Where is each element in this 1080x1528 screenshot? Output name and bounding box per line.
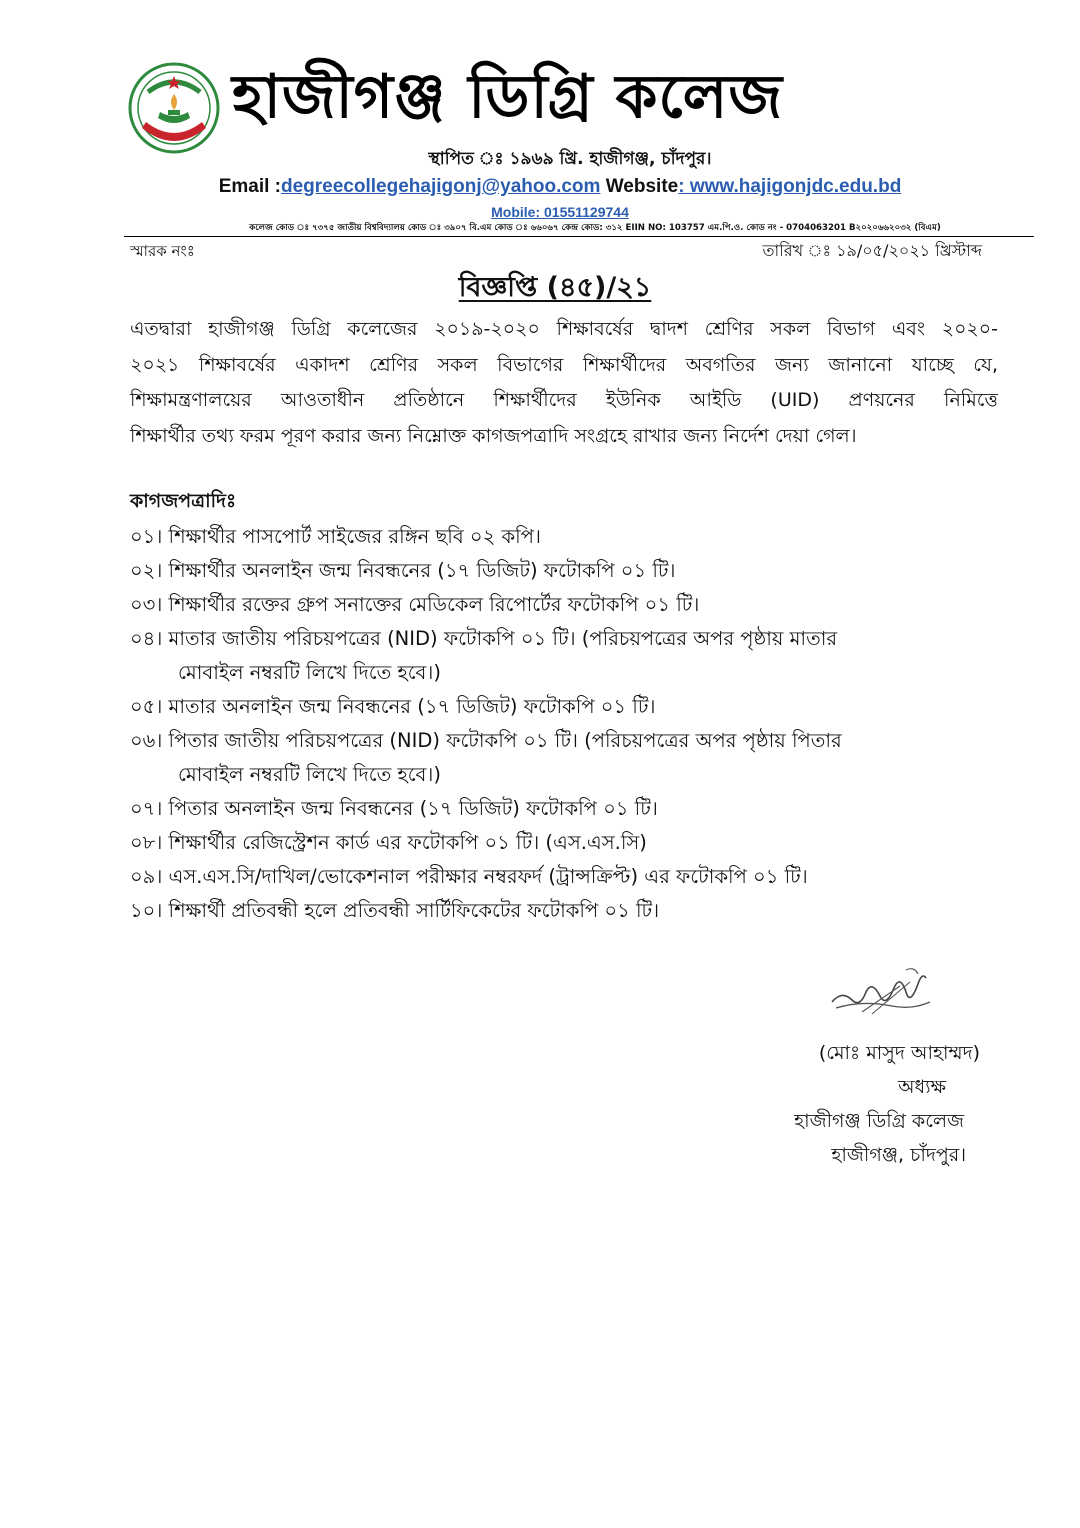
signatory-designation: অধ্যক্ষ <box>897 1076 946 1098</box>
paragraph-line: এতদ্বারা হাজীগঞ্জ ডিগ্রি কলেজের ২০১৯-২০২০ শিক্ষাবর্ষের দ্বাদশ শ্রেণির সকল বিভাগ এবং ২০২০- <box>130 318 998 340</box>
mobile-line <box>0 202 1080 222</box>
list-item <box>130 520 1010 554</box>
list-item-text: ০৪। মাতার জাতীয় পরিচয়পত্রের (NID) ফটোকপি ০১ টি। (পরিচয়পত্রের অপর পৃষ্ঠায় মাতার <box>130 627 838 650</box>
mobile-number: Mobile: 01551129744 <box>491 204 629 220</box>
college-name: হাজীগঞ্জ ডিগ্রি কলেজ <box>232 62 784 132</box>
list-item <box>130 690 1010 724</box>
list-item <box>130 860 1010 894</box>
email-link[interactable]: degreecollegehajigonj@yahoo.com <box>281 176 601 197</box>
notice-date: তারিখ ঃ ১৯/০৫/২০২১ খ্রিস্টাব্দ <box>762 241 982 260</box>
list-item-text: ০২। শিক্ষার্থীর অনলাইন জন্ম নিবন্ধনের (১৭ ডিজিট) ফটোকপি ০১ টি। <box>130 559 676 582</box>
memo-number: স্মারক নংঃ <box>130 242 195 260</box>
list-item <box>130 894 1010 928</box>
list-item <box>130 554 1010 588</box>
college-logo-seal <box>128 62 220 154</box>
institution-codes: কলেজ কোড ঃ ৭৩৭৫ জাতীয় বিশ্ববিদ্যালয় কোড ঃ ৩৯০৭ বি.এম কোড ঃ ৬৬০৬৭ কেন্দ্র কোড: ৩১২ EIIN NO: 103757 এম.পি.ও. কোড নং - 0704063201 B২০২০৬৬২০৩২ (বিএম) <box>249 223 941 233</box>
website-link[interactable]: : www.hajigonjdc.edu.bd <box>678 176 902 197</box>
signatory-college: হাজীগঞ্জ ডিগ্রি কলেজ <box>794 1110 964 1132</box>
documents-heading: কাগজপত্রাদিঃ <box>130 490 237 512</box>
paragraph-line: ২০২১ শিক্ষাবর্ষের একাদশ শ্রেণির সকল বিভাগের শিক্ষার্থীদের অবগতির জন্য জানানো যাচ্ছে যে, <box>130 353 998 376</box>
list-item <box>130 826 1010 860</box>
notice-title <box>0 266 1080 310</box>
paragraph-line: শিক্ষার্থীর তথ্য ফরম পূরণ করার জন্য নিম্নোক্ত কাগজপত্রাদি সংগ্রহে রাখার জন্য নির্দেশ দেয়া গেল। <box>130 424 857 447</box>
list-item-text: ০৭। পিতার অনলাইন জন্ম নিবন্ধনের (১৭ ডিজিট) ফটোকপি ০১ টি। <box>130 797 658 820</box>
list-item-continuation: মোবাইল নম্বরটি লিখে দিতে হবে।) <box>178 661 441 684</box>
notice-title-text: বিজ্ঞপ্তি (৪৫)/২১ <box>458 272 652 303</box>
signatory-place: হাজীগঞ্জ, চাঁদপুর। <box>831 1144 966 1166</box>
list-item <box>130 622 1010 690</box>
notice-paragraph <box>130 312 998 454</box>
established-line: স্থাপিত ঃ ১৯৬৯ খ্রি. হাজীগঞ্জ, চাঁদপুর। <box>428 149 712 169</box>
list-item-text: ০১। শিক্ষার্থীর পাসপোর্ট সাইজের রঙ্গিন ছবি ০২ কপি। <box>130 525 541 548</box>
paragraph-line: শিক্ষামন্ত্রণালয়ের আওতাধীন প্রতিষ্ঠানে শিক্ষার্থীদের ইউনিক আইডি (UID) প্রণয়নের নিমিত্তে <box>130 389 998 412</box>
list-item-text: ০৮। শিক্ষার্থীর রেজিস্ট্রেশন কার্ড এর ফটোকপি ০১ টি। (এস.এস.সি) <box>130 831 647 854</box>
list-item-text: ০৫। মাতার অনলাইন জন্ম নিবন্ধনের (১৭ ডিজিট) ফটোকপি ০১ টি। <box>130 695 656 718</box>
list-item-text: ১০। শিক্ষার্থী প্রতিবন্ধী হলে প্রতিবন্ধী সার্টিফিকেটের ফটোকপি ০১ টি। <box>130 899 660 922</box>
signatory-name: (মোঃ মাসুদ আহাম্মদ) <box>818 1042 980 1064</box>
list-item <box>130 588 1010 622</box>
list-item-text: ০৩। শিক্ষার্থীর রক্তের গ্রুপ সনাক্তের মেডিকেল রিপোর্টের ফটোকপি ০১ টি। <box>130 593 700 616</box>
list-item-text: ০৯। এস.এস.সি/দাখিল/ভোকেশনাল পরীক্ষার নম্বরফর্দ (ট্রান্সক্রিপ্ট) এর ফটোকপি ০১ টি। <box>130 865 808 888</box>
documents-list <box>130 520 1010 928</box>
principal-signature <box>822 962 934 1026</box>
contact-line <box>0 173 1080 201</box>
email-label: Email : <box>218 176 281 197</box>
list-item-text: ০৬। পিতার জাতীয় পরিচয়পত্রের (NID) ফটোকপি ০১ টি। (পরিচয়পত্রের অপর পৃষ্ঠায় পিতার <box>130 729 842 752</box>
website-label: Website <box>605 176 679 197</box>
list-item <box>130 724 1010 792</box>
list-item <box>130 792 1010 826</box>
list-item-continuation: মোবাইল নম্বরটি লিখে দিতে হবে।) <box>178 763 441 786</box>
header-divider <box>124 236 1034 237</box>
signatory-block <box>794 1036 980 1172</box>
